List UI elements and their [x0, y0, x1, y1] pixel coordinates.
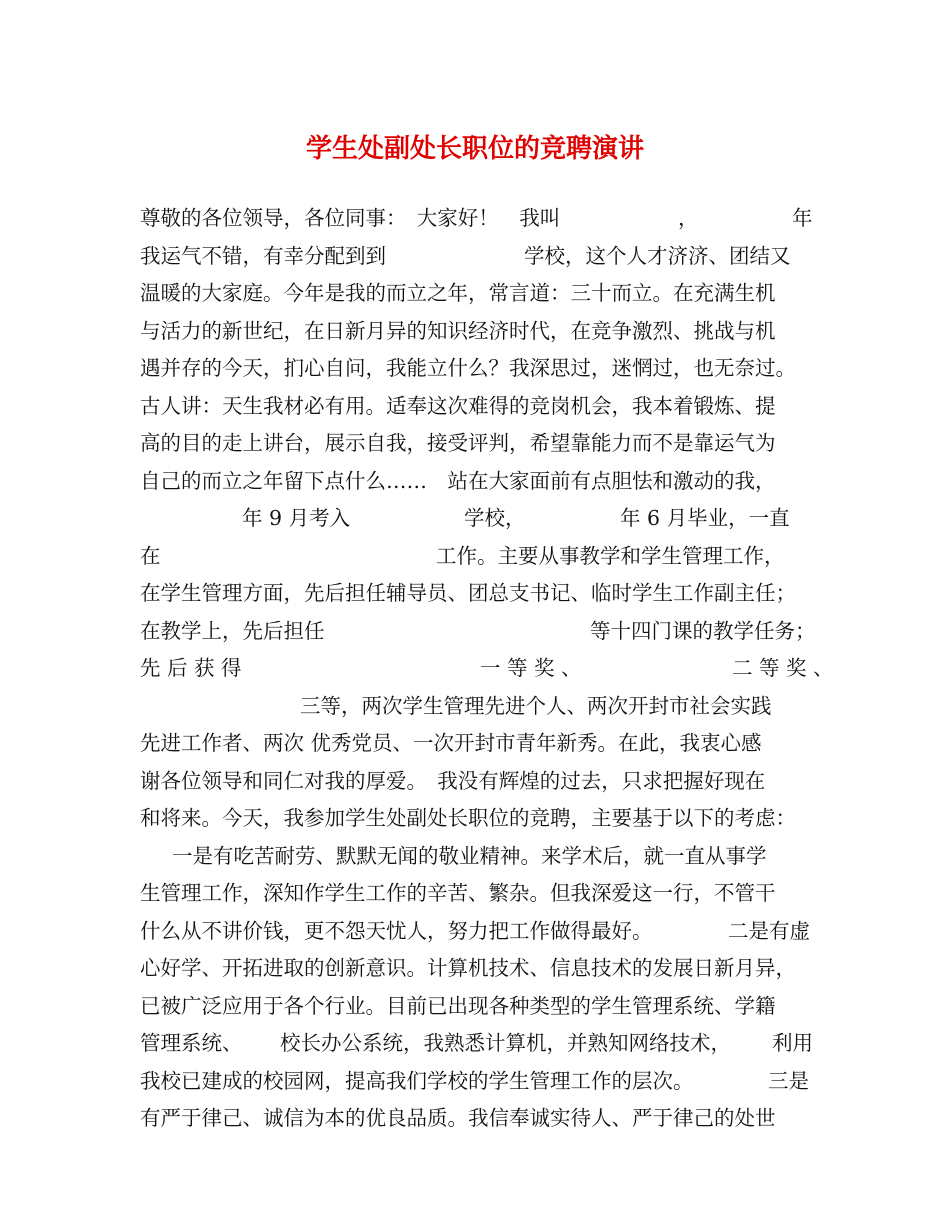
text-segment: 和将来。今天，我参加学生处副处长职位的竞聘，主要基于以下的考虑：: [140, 806, 796, 830]
text-segment: 先进工作者、两次 优秀党员、一次开封市青年新秀。在此，我衷心感: [140, 731, 762, 755]
text-segment: 年: [792, 206, 813, 230]
text-segment: 年 6 月毕业，一直: [620, 506, 790, 530]
document-title: 学生处副处长职位的竞聘演讲: [305, 134, 644, 164]
text-segment: 有严于律己、诚信为本的优良品质。我信奉诚实待人、严于律己的处世: [140, 1106, 776, 1130]
text-line: [140, 238, 820, 276]
text-segment: 先 后 获 得: [140, 656, 242, 680]
text-segment: 在教学上，先后担任: [140, 618, 325, 643]
text-segment: 在: [140, 543, 161, 568]
text-segment: 温暖的大家庭。今年是我的而立之年，常言道：三十而立。在充满生机: [140, 281, 776, 305]
text-segment: 工作。主要从事教学和学生管理工作，: [436, 543, 785, 568]
text-line: [140, 500, 820, 538]
text-line: [140, 350, 820, 388]
document-body: [140, 200, 834, 1138]
text-line: [140, 838, 820, 876]
text-segment: 尊敬的各位领导，各位同事： 大家好！ 我叫: [140, 206, 561, 230]
text-line: [140, 875, 820, 913]
text-line: [140, 988, 820, 1026]
text-line: [140, 575, 820, 613]
text-line: [140, 200, 820, 238]
text-line: [140, 650, 834, 688]
text-line: [140, 763, 820, 801]
text-segment: 心好学、开拓进取的创新意识。计算机技术、信息技术的发展日新月异，: [140, 956, 796, 980]
text-line: [140, 538, 820, 576]
text-segment: 什么从不讲价钱，更不怨天忧人，努力把工作做得最好。: [140, 918, 653, 943]
text-segment: 高的目的走上讲台，展示自我，接受评判，希望靠能力而不是靠运气为: [140, 431, 776, 455]
text-segment: 二 等 奖 、: [732, 656, 834, 680]
text-line: [140, 388, 820, 426]
text-segment: 遇并存的今天，扪心自问，我能立什么？我深思过，迷惘过，也无奈过。: [140, 356, 796, 380]
text-segment: 我校已建成的校园网，提高我们学校的学生管理工作的层次。: [140, 1068, 694, 1093]
text-segment: 学校，: [464, 506, 526, 530]
text-segment: 利用: [772, 1031, 813, 1055]
text-line: [140, 313, 820, 351]
text-segment: 等十四门课的教学任务；: [590, 618, 816, 643]
text-segment: 校长办公系统，我熟悉计算机，并熟知网络技术，: [280, 1031, 731, 1055]
text-segment: 年 9 月考入: [242, 506, 351, 530]
text-segment: 古人讲：天生我材必有用。适奉这次难得的竞岗机会，我本着锻炼、提: [140, 393, 776, 418]
text-segment: 一是有吃苦耐劳、默默无闻的敬业精神。来学术后，就一直从事学: [172, 843, 767, 868]
text-segment: 二是有虚: [728, 918, 810, 943]
text-segment: 管理系统、: [140, 1031, 243, 1055]
text-segment: 已被广泛应用于各个行业。目前已出现各种类型的学生管理系统、学籍: [140, 993, 776, 1018]
text-segment: 自己的而立之年留下点什么…… 站在大家面前有点胆怯和激动的我，: [140, 468, 776, 493]
text-segment: ，: [678, 206, 699, 230]
text-segment: 在学生管理方面，先后担任辅导员、团总支书记、临时学生工作副主任；: [140, 581, 796, 605]
text-line: [140, 613, 820, 651]
text-segment: 一 等 奖 、: [480, 656, 582, 680]
text-line: [140, 800, 820, 838]
text-segment: 谢各位领导和同仁对我的厚爱。 我没有辉煌的过去，只求把握好现在: [140, 768, 766, 793]
text-segment: 我运气不错，有幸分配到到: [140, 243, 386, 268]
text-line: [140, 1063, 820, 1101]
text-line: [140, 1100, 820, 1138]
text-line: [140, 913, 820, 951]
text-segment: 三是: [768, 1068, 809, 1093]
text-segment: 生管理工作，深知作学生工作的辛苦、繁杂。但我深爱这一行，不管干: [140, 881, 776, 905]
text-line: [140, 463, 820, 501]
text-line: [140, 1025, 820, 1063]
text-line: [140, 950, 820, 988]
text-segment: 学校，这个人才济济、团结又: [524, 243, 791, 268]
text-line: [140, 725, 820, 763]
text-line: [140, 688, 820, 726]
text-line: [140, 425, 820, 463]
text-segment: 与活力的新世纪，在日新月异的知识经济时代，在竞争激烈、挑战与机: [140, 318, 776, 343]
text-line: [140, 275, 820, 313]
text-segment: 三等，两次学生管理先进个人、两次开封市社会实践: [300, 693, 772, 718]
